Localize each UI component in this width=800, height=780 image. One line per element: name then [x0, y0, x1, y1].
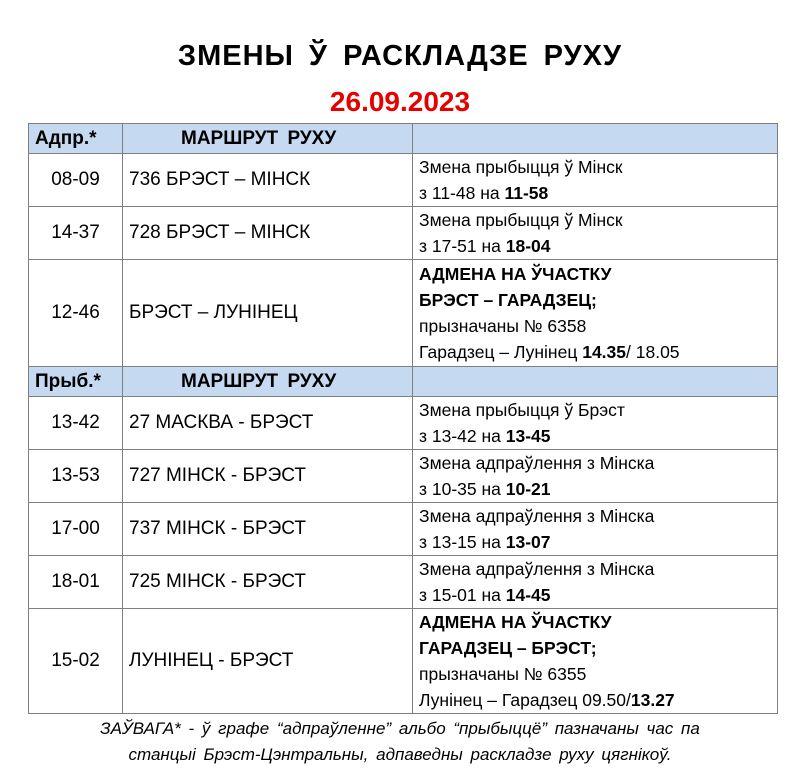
- change-note: [413, 397, 778, 450]
- old-time-text: з 13-15 на: [419, 532, 506, 552]
- new-time: 13-45: [505, 426, 551, 446]
- footnote-line: ЗАЎВАГА* - ў графе “адпраўленне” альбо “прыбыццё” пазначаны час па: [100, 719, 700, 738]
- departures-note-header: [413, 124, 778, 154]
- departures-route-header: МАРШРУТ РУХУ: [123, 124, 413, 154]
- table-row: [29, 503, 778, 556]
- new-time: 10-21: [505, 479, 551, 499]
- change-note-detail: [419, 529, 777, 555]
- old-time-text: з 10-35 на: [419, 479, 506, 499]
- change-note-line: Змена прыбыцця ў Мінск: [419, 210, 623, 230]
- arrival-time: 13-53: [29, 450, 123, 503]
- change-note-detail: [419, 180, 777, 206]
- old-time-text: з 11-48 на: [419, 183, 505, 203]
- change-note-line: Змена адпраўлення з Мінска: [419, 506, 655, 526]
- schedule-date: 26.09.2023: [329, 86, 471, 117]
- replacement-section: Лунінец – Гарадзец 09.50/: [419, 690, 631, 710]
- replacement-train: прызначаны № 6355: [419, 664, 587, 684]
- replacement-detail: [419, 339, 777, 365]
- table-row-cancellation: [29, 609, 778, 714]
- route-name: 727 МІНСК - БРЭСТ: [123, 450, 413, 503]
- departure-time: 08-09: [29, 154, 123, 207]
- change-note-detail: [419, 476, 777, 502]
- replacement-detail: [419, 687, 777, 713]
- change-note: [413, 207, 778, 260]
- route-name: 27 МАСКВА - БРЭСТ: [123, 397, 413, 450]
- departure-time: 14-37: [29, 207, 123, 260]
- change-note-detail: [419, 582, 777, 608]
- replacement-section: Гарадзец – Лунінец: [419, 342, 583, 362]
- old-time-text: з 13-42 на: [419, 426, 506, 446]
- new-time: 14-45: [505, 585, 551, 605]
- replacement-train: прызначаны № 6358: [419, 316, 587, 336]
- table-row: [29, 154, 778, 207]
- replacement-time: / 18.05: [626, 342, 680, 362]
- route-name: 737 МІНСК - БРЭСТ: [123, 503, 413, 556]
- change-note: [413, 556, 778, 609]
- route-name: 728 БРЭСТ – МІНСК: [123, 207, 413, 260]
- cancellation-note: [413, 609, 778, 714]
- table-row: [29, 207, 778, 260]
- arrivals-route-header: МАРШРУТ РУХУ: [123, 367, 413, 397]
- new-time: 11-58: [504, 183, 549, 203]
- arrival-time: 13-42: [29, 397, 123, 450]
- table-row: [29, 450, 778, 503]
- footnote: [40, 716, 760, 768]
- table-row-cancellation: [29, 260, 778, 367]
- change-note-detail: [419, 423, 777, 449]
- new-time: 13-07: [505, 532, 551, 552]
- departures-time-header: Адпр.*: [29, 124, 123, 154]
- arrival-time: 17-00: [29, 503, 123, 556]
- arrivals-note-header: [413, 367, 778, 397]
- page-title: ЗМЕНЫ Ў РАСКЛАДЗЕ РУХУ: [177, 40, 623, 72]
- change-note-detail: [419, 233, 777, 259]
- arrivals-time-header: Прыб.*: [29, 367, 123, 397]
- route-name: 736 БРЭСТ – МІНСК: [123, 154, 413, 207]
- old-time-text: з 15-01 на: [419, 585, 506, 605]
- change-note-line: Змена прыбыцця ў Мінск: [419, 157, 623, 177]
- change-note: [413, 450, 778, 503]
- replacement-time-bold: 14.35: [582, 342, 627, 362]
- cancellation-section: БРЭСТ – ГАРАДЗЕЦ;: [419, 290, 597, 310]
- departure-time: 12-46: [29, 260, 123, 367]
- route-name: 725 МІНСК - БРЭСТ: [123, 556, 413, 609]
- arrival-time: 15-02: [29, 609, 123, 714]
- departures-header-row: [29, 124, 778, 154]
- change-note-line: Змена прыбыцця ў Брэст: [419, 400, 625, 420]
- replacement-time-bold: 13.27: [630, 690, 675, 710]
- table-row: [29, 556, 778, 609]
- route-name: ЛУНІНЕЦ - БРЭСТ: [123, 609, 413, 714]
- table-row: [29, 397, 778, 450]
- change-note: [413, 154, 778, 207]
- change-note-line: Змена адпраўлення з Мінска: [419, 453, 655, 473]
- footnote-line: станцыі Брэст-Цэнтральны, адпаведны раскладзе руху цягнікоў.: [128, 745, 672, 764]
- new-time: 18-04: [505, 236, 551, 256]
- cancellation-note: [413, 260, 778, 367]
- cancellation-title: АДМЕНА НА ЎЧАСТКУ: [419, 612, 612, 632]
- change-note-line: Змена адпраўлення з Мінска: [419, 559, 655, 579]
- arrivals-header-row: [29, 367, 778, 397]
- cancellation-title: АДМЕНА НА ЎЧАСТКУ: [419, 264, 612, 284]
- change-note: [413, 503, 778, 556]
- old-time-text: з 17-51 на: [419, 236, 506, 256]
- cancellation-section: ГАРАДЗЕЦ – БРЭСТ;: [419, 638, 597, 658]
- schedule-table: [28, 123, 778, 714]
- arrival-time: 18-01: [29, 556, 123, 609]
- route-name: БРЭСТ – ЛУНІНЕЦ: [123, 260, 413, 367]
